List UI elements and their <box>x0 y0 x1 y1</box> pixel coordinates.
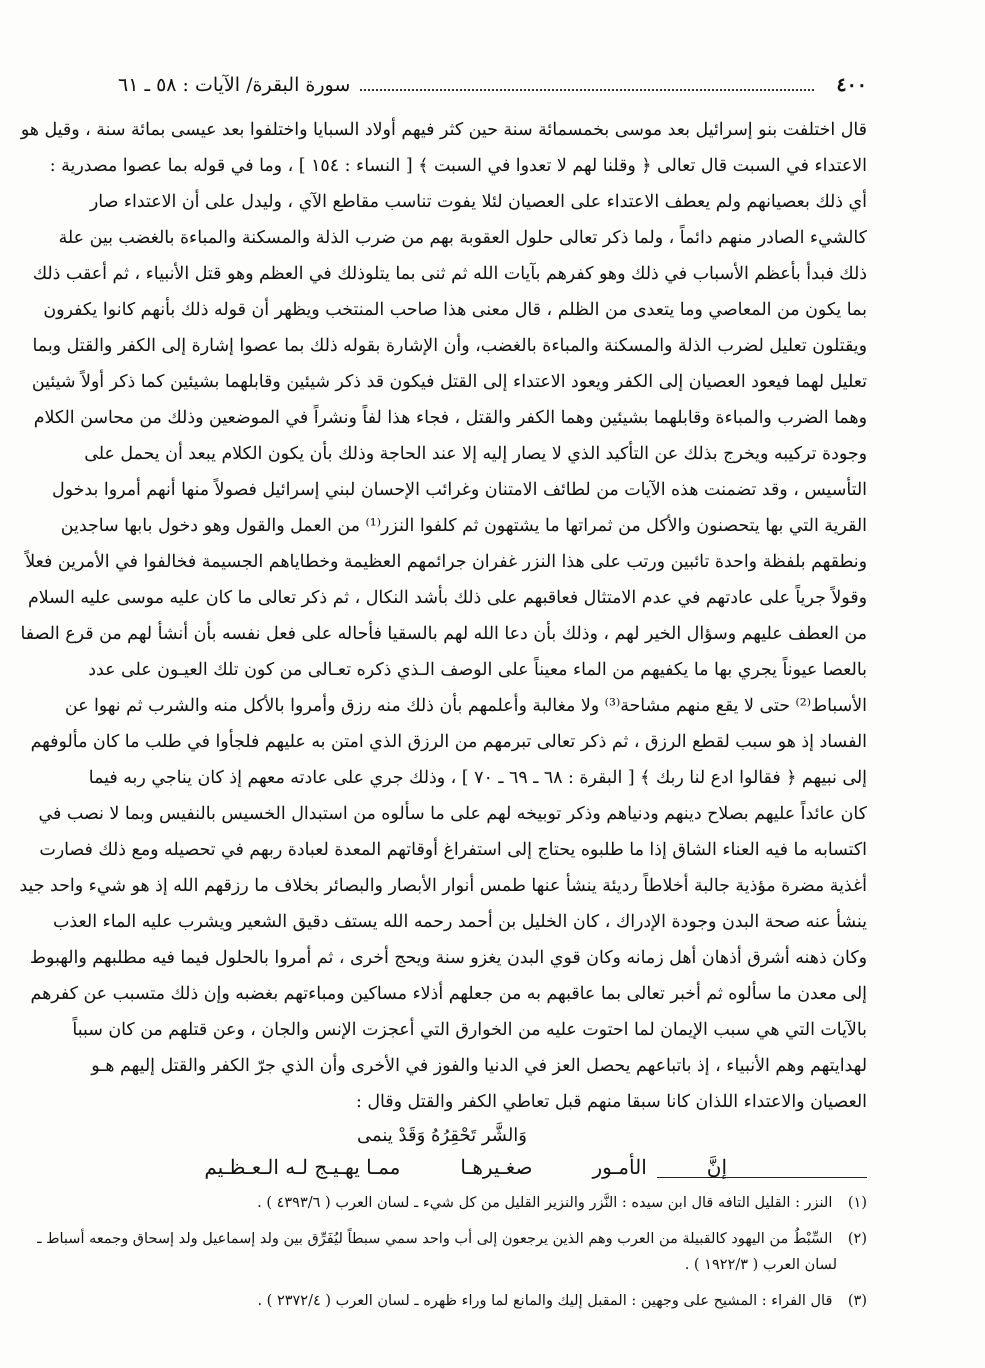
verse-word: الأمـور <box>592 1155 647 1179</box>
header-title: سورة البقرة/ الآيات : ٥٨ ـ ٦١ <box>118 74 351 96</box>
footnote-text: قال الفراء : المشيح على وجهين : المقبل إليك والمانع لما وراء ظهره ـ لسان العرب ( ٢٣٧٢/٤ ) . <box>257 1293 833 1309</box>
poetry-verse <box>118 1122 867 1184</box>
text-line: وجودة تركيبه ويخرج بذلك عن التأكيد الذي لا يصار إليه إلا عند الحاجة وذلك بأن يكون الكلام يبعد أن يحمل على <box>84 444 867 464</box>
footnote <box>118 1190 867 1216</box>
verse-first-hemistich: وَالشَّر تَحْقِرُهُ وَقَدْ ينمى <box>356 1125 527 1146</box>
footnote-text: النزر : القليل التافه قال ابن سيده : النَّزر والنزير القليل من كل شيء ـ لسان العرب ( ٤٣٩٣/٦ ) . <box>257 1195 833 1211</box>
verse-word: ممـا يهـيـج لـه الـعـظـيم <box>204 1155 401 1179</box>
text-line: ذلك فبدأ بأعظم الأسباب في ذلك وهو كفرهم بآيات الله ثم ثنى بما يتلوذلك في العظم وهو قتل الأنبياء ، ثم أعقب ذلك <box>32 264 867 284</box>
text-line: الاعتداء في السبت قال تعالى ﴿ وقلنا لهم لا تعدوا في السبت ﴾ [ النساء : ١٥٤ ] ، وما في قوله بما عصوا مصدرية : <box>49 156 867 176</box>
footnote-continuation: لسان العرب ( ١٩٢٢/٣ ) . <box>684 1257 837 1273</box>
text-line: ونطقهم بلفظة واحدة تائبين ورتب على هذا النزر غفران جرائمهم العظيمة وخطاياهم الجسيمة فخالفوا في الأمرين فعلاً <box>25 552 867 572</box>
text-line: الفساد إذ هو سبب لقطع الرزق ، ثم ذكر تعالى تبرمهم من الرزق الذي امتن به عليهم فلجأوا في طلب ما كان مألوفهم <box>30 732 867 752</box>
text-line: القرية التي بها يتحصنون والأكل من ثمراتها ما يشتهون ثم كلفوا النزر⁽¹⁾ من العمل والقول وهو دخول بابها ساجدين <box>60 516 867 536</box>
footnote-number: (٣) <box>847 1293 867 1309</box>
text-line: التأسيس ، وقد تضمنت هذه الآيات من لطائف الامتنان وغرائب الإحسان لبني إسرائيل فصولاً منها أنهم أمروا بدخول <box>52 480 867 500</box>
text-line: ويقتلون تعليل لضرب الذلة والمسكنة والمباءة بالغضب، وأن الإشارة بقوله ذلك بما عصوا إشارة إلى الكفر والقتل وبما <box>32 336 867 356</box>
page-number: ٤٠٠ <box>836 74 867 96</box>
footnotes <box>37 1190 867 1314</box>
text-line: من العطف عليهم وسؤال الخير لهم ، وذلك بأن دعا الله لهم بالسقيا فأحاله على فعل نفسه بأن أنشأ لهم من قرع الصفا <box>20 624 867 644</box>
text-line: كالشيء الصادر منهم دائماً ، ولما ذكر تعالى حلول العقوبة بهم من ضرب الذلة والمسكنة والمباءة بالغضب بين علة <box>58 228 867 248</box>
text-line: ينشأ عنه صحة البدن وجودة الإدراك ، كان الخليل بن أحمد رحمه الله يستف دقيق الشعير ويشرب عليه الماء العذب <box>53 912 867 932</box>
text-line: وقولاً جرياً على عادتهم في عدم الامتثال فعاقبهم على ذلك بأشد النكال ، ثم ذكر تعالى ما كان عليه موسى عليه السلام <box>28 588 867 608</box>
header-dotted-leader <box>360 75 814 91</box>
text-line: لهدايتهم وهم الأنبياء ، إذ باتباعهم يحصل العز في الدنيا والفوز في الأخرى وأن الذي جرّ الكفر والقتل إليهم هـو <box>91 1056 867 1076</box>
text-line: إلى نبيهم ﴿ فقالوا ادع لنا ربك ﴾ [ البقرة : ٦٨ ـ ٦٩ ـ ٧٠ ] ، وذلك جري على عادته معهم إذ كان يناجي ربه فيما <box>88 768 867 788</box>
footnote-number: (٢) <box>847 1231 867 1247</box>
text-line: تعليل لهما فيعود العصيان إلى الكفر ويعود الاعتداء إلى القتل فيكون قد ذكر شيئين وقابلهما بشيئين كما ذكر أولاً شيئين <box>31 372 867 392</box>
text-line: كان عائداً عليهم بصلاح دينهم ودنياهم وذكر توبيخه لهم على ما سألوه من استبدال الخسيس بالنفيس وبما لا نصب في <box>38 804 867 824</box>
verse-word: إنَّ <box>706 1155 727 1179</box>
text-line: وكان ذهنه أشرق أذهان أهل زمانه وكان قوي البدن يغزو سنة ويحج أخرى ، ثم أمروا بالحلول فيما فيه مطلبهم والهبوط <box>29 948 867 968</box>
footnote <box>37 1226 867 1252</box>
footnote-number: (١) <box>847 1195 867 1211</box>
text-line: أي ذلك بعصيانهم ولم يعطف الاعتداء على العصيان لئلا يفوت تناسب مقاطع الآي ، وليدل على أن الاعتداء صار <box>89 192 867 212</box>
text-line: بالعصا عيوناً يجري بها ما يكفيهم من الماء معيناً على الوصف الـذي ذكره تعـالى من كون تلك العيـون على عدد <box>88 660 867 680</box>
footnote-separator <box>657 1177 867 1178</box>
text-line: قال اختلفت بنو إسرائيل بعد موسى بخمسمائة سنة حين كثر فيهم أولاد السبايا واختلفوا بعد عيسى بمائة سنة ، وقيل هو <box>20 120 867 140</box>
text-line: أغذية مضرة مؤذية جالبة أخلاطاً رديئة ينشأ عنها طمس أنوار الأبصار والبصائر بخلاف ما رزقهم الله إذ هو شيء واحد جيد <box>19 876 867 896</box>
verse-word: صغـيرهـا <box>460 1155 533 1179</box>
running-header <box>118 74 867 104</box>
main-text <box>19 112 867 1184</box>
text-line: بما يكون من المعاصي وما يتعدى من الظلم ، قال معنى هذا صاحب المنتخب ويظهر أن قوله ذلك بأنهم كانوا يكفرون <box>43 300 867 320</box>
text-line: إلى معدن ما سألوه ثم أخبر تعالى بما عاقبهم به من جعلهم أذلاء مساكين ومباءتهم بغضبه وإن ذلك متسبب عن كفرهم <box>30 984 867 1004</box>
footnote <box>118 1288 867 1314</box>
footnote-text: السِّبْطُ من اليهود كالقبيلة من العرب وهم الذين يرجعون إلى أب واحد سمي سبطاً ليُفَرِّق بين ولد إسماعيل ولد إسحاق وجمعه أسباط ـ <box>37 1231 833 1247</box>
text-line: بالآيات التي هي سبب الإيمان لما احتوت عليه من الخوارق التي أعجزت الإنس والجان ، وعن قتلهم من كان سبباً <box>72 1020 867 1040</box>
verse-second-hemistich <box>118 1150 867 1184</box>
text-line: وهما الضرب والمباءة وقابلهما بشيئين وهما الكفر والقتل ، فجاء هذا لفاً ونشراً في الموضعين وذلك من محاسن الكلام <box>33 408 867 428</box>
text-line: العصيان والاعتداء اللذان كانا سبقا منهم قبل تعاطي الكفر والقتل وقال : <box>355 1092 867 1112</box>
text-line: الأسباط⁽²⁾ حتى لا يقع منهم مشاحة⁽³⁾ ولا مغالبة وأعلمهم بأن ذلك منه رزق وأمروا بالأكل منه والشرب ثم نهوا عن <box>64 696 867 716</box>
text-line: اكتسابه ما فيه العناء الشاق إذا ما طلبوه يحتاج إلى استفراغ أوقاتهم المعدة لعبادة ربهم في تحصيله ومع ذلك فصارت <box>39 840 867 860</box>
